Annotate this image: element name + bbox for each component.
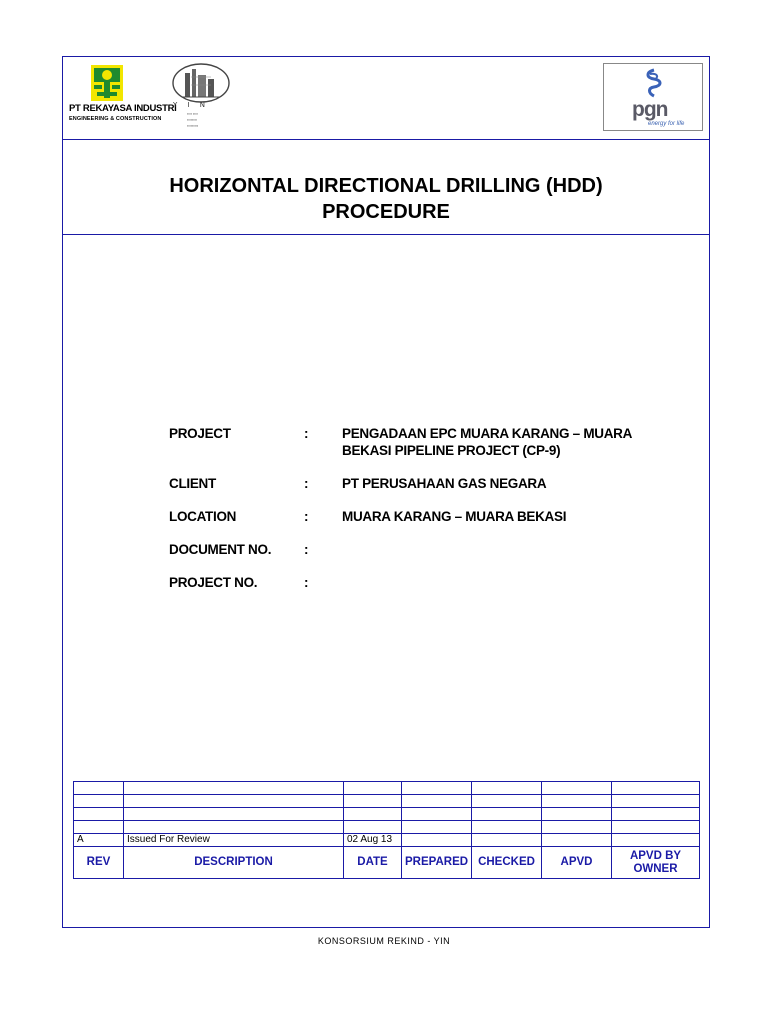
yin-small-text: ▪▪▪▪ ▪▪▪▪ ▪▪▪▪▪▪▪▪ ▪▪▪▪▪▪▪▪▪ bbox=[187, 112, 199, 128]
apvd-cell bbox=[542, 834, 612, 847]
table-header-row bbox=[74, 847, 700, 879]
project-no-label: PROJECT NO. bbox=[169, 575, 258, 590]
document-no-colon: : bbox=[304, 542, 309, 557]
project-row bbox=[169, 425, 659, 459]
header-apvd: APVD bbox=[542, 847, 612, 879]
header-divider bbox=[63, 139, 709, 140]
location-label: LOCATION bbox=[169, 509, 237, 524]
project-info bbox=[169, 425, 659, 607]
prepared-cell bbox=[402, 834, 472, 847]
client-colon: : bbox=[304, 476, 309, 491]
rekind-company-name: PT REKAYASA INDUSTRI bbox=[69, 103, 177, 114]
pgn-wordmark: pgn bbox=[632, 98, 668, 121]
header-rev: REV bbox=[74, 847, 124, 879]
date-cell: 02 Aug 13 bbox=[344, 834, 402, 847]
project-no-value bbox=[342, 574, 659, 591]
project-label: PROJECT bbox=[169, 426, 231, 441]
location-row bbox=[169, 508, 659, 525]
project-value: PENGADAAN EPC MUARA KARANG – MUARA BEKASI PIPELINE PROJECT (CP-9) bbox=[342, 426, 633, 458]
yin-letters: Y I N bbox=[173, 101, 210, 109]
table-row bbox=[74, 821, 700, 834]
rekind-emblem-icon bbox=[91, 65, 123, 101]
yin-plant-icon bbox=[171, 63, 233, 103]
title-line-2: PROCEDURE bbox=[322, 201, 450, 223]
document-title bbox=[63, 173, 709, 225]
project-no-colon: : bbox=[304, 575, 309, 590]
header-description: DESCRIPTION bbox=[124, 847, 344, 879]
table-row bbox=[74, 795, 700, 808]
table-row bbox=[74, 808, 700, 821]
pgn-tagline: energy for life bbox=[648, 121, 685, 127]
client-label: CLIENT bbox=[169, 476, 216, 491]
document-frame bbox=[62, 56, 710, 928]
rekind-subtitle: ENGINEERING & CONSTRUCTION bbox=[69, 116, 162, 122]
location-colon: : bbox=[304, 509, 309, 524]
header-apvd-owner: APVD BY OWNER bbox=[612, 847, 700, 879]
header-date: DATE bbox=[344, 847, 402, 879]
client-row bbox=[169, 475, 659, 492]
title-divider bbox=[63, 234, 709, 235]
document-no-row bbox=[169, 541, 659, 558]
checked-cell bbox=[472, 834, 542, 847]
title-line-1: HORIZONTAL DIRECTIONAL DRILLING (HDD) bbox=[169, 175, 603, 197]
description-cell: Issued For Review bbox=[124, 834, 344, 847]
revision-table bbox=[73, 781, 700, 879]
rev-cell: A bbox=[74, 834, 124, 847]
footer-text: KONSORSIUM REKIND - YIN bbox=[317, 936, 451, 946]
header-checked: CHECKED bbox=[472, 847, 542, 879]
project-no-row bbox=[169, 574, 659, 591]
pgn-swirl-icon bbox=[642, 68, 666, 98]
pgn-logo bbox=[603, 63, 703, 131]
project-colon: : bbox=[304, 426, 309, 441]
document-no-value bbox=[342, 541, 659, 558]
yin-logo bbox=[171, 63, 233, 135]
client-value: PT PERUSAHAAN GAS NEGARA bbox=[342, 476, 547, 491]
table-row bbox=[74, 782, 700, 795]
location-value: MUARA KARANG – MUARA BEKASI bbox=[342, 509, 567, 524]
document-no-label: DOCUMENT NO. bbox=[169, 542, 272, 557]
header-prepared: PREPARED bbox=[402, 847, 472, 879]
apvd-owner-cell bbox=[612, 834, 700, 847]
rekind-logo bbox=[69, 65, 177, 131]
table-row bbox=[74, 834, 700, 847]
